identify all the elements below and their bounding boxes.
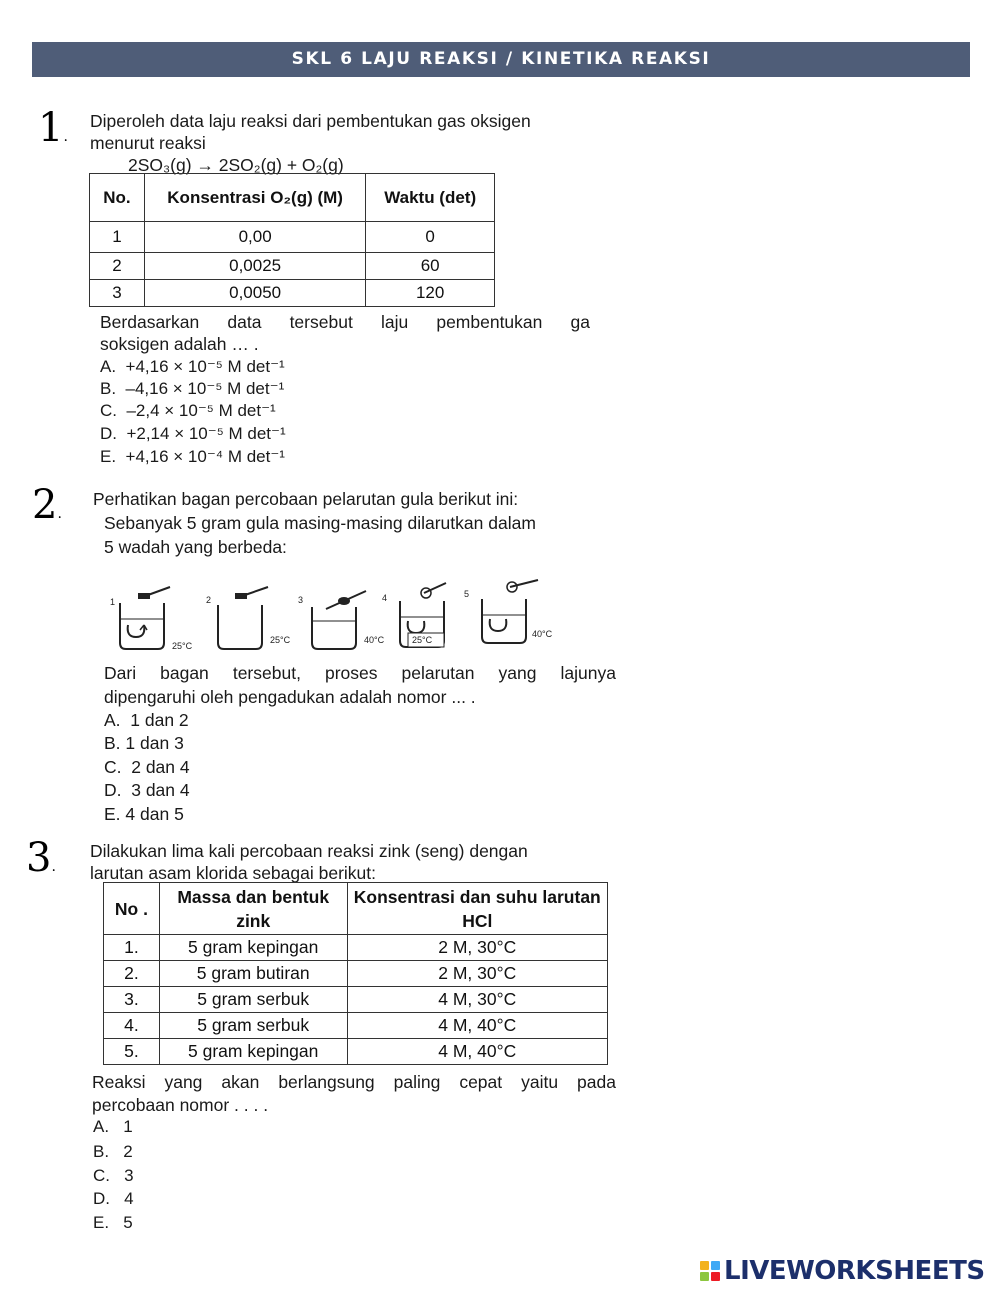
beaker-temp: 40°C	[364, 635, 385, 645]
table-cell: 120	[366, 280, 495, 307]
beaker-label: 3	[298, 595, 304, 605]
table-cell: 3	[90, 280, 145, 307]
beaker-2	[206, 587, 291, 649]
table-cell: 5 gram serbuk	[159, 987, 347, 1013]
q2-line2: Sebanyak 5 gram gula masing-masing dilarutkan dalam	[104, 513, 536, 533]
q1-option-d[interactable]: D. +2,14 × 10⁻⁵ M det⁻¹	[100, 424, 286, 443]
table-cell: 2	[90, 253, 145, 280]
q3-option-b[interactable]: B. 2	[93, 1142, 133, 1161]
q2-question-line2: dipengaruhi oleh pengadukan adalah nomor ... .	[104, 687, 476, 707]
question-2-number: 2.	[32, 482, 62, 528]
page-title: SKL 6 LAJU REAKSI / KINETIKA REAKSI	[291, 49, 711, 69]
table-cell: 5.	[104, 1039, 160, 1065]
table-row	[104, 961, 608, 987]
q2-option-d[interactable]: D. 3 dan 4	[104, 780, 190, 800]
table-cell: 0,00	[144, 222, 365, 253]
brand-mark-icon	[700, 1261, 720, 1281]
table-cell: 4 M, 40°C	[347, 1013, 607, 1039]
q1-th-no: No.	[90, 174, 145, 222]
q2-intro: Perhatikan bagan percobaan pelarutan gula berikut ini:	[93, 489, 519, 509]
q1-equation: 2SO₃(g) → 2SO₂(g) + O₂(g)	[128, 155, 344, 175]
q1-table-header-row	[90, 174, 495, 222]
q1-th-konsentrasi: Konsentrasi O₂(g) (M)	[144, 174, 365, 222]
table-cell: 5 gram kepingan	[159, 935, 347, 961]
q3-intro-line2: larutan asam klorida sebagai berikut:	[90, 863, 376, 883]
beaker-4	[382, 583, 446, 647]
q2-beaker-diagram	[100, 575, 570, 655]
table-row	[90, 222, 495, 253]
table-cell: 1	[90, 222, 145, 253]
table-cell: 0,0025	[144, 253, 365, 280]
q1-option-e[interactable]: E. +4,16 × 10⁻⁴ M det⁻¹	[100, 447, 285, 466]
q3-th-massa: Massa dan bentuk zink	[159, 883, 347, 935]
table-row	[90, 280, 495, 307]
beaker-label: 2	[206, 595, 212, 605]
beaker-temp: 25°C	[172, 641, 193, 651]
table-cell: 5 gram butiran	[159, 961, 347, 987]
q1-th-waktu: Waktu (det)	[366, 174, 495, 222]
table-cell: 4.	[104, 1013, 160, 1039]
q3-intro-line1: Dilakukan lima kali percobaan reaksi zink (seng) dengan	[90, 841, 528, 861]
question-1-number: 1.	[38, 105, 68, 151]
q3-th-konsentrasi: Konsentrasi dan suhu larutan HCl	[347, 883, 607, 935]
q2-option-c[interactable]: C. 2 dan 4	[104, 757, 190, 777]
q3-question-line2: percobaan nomor . . . .	[92, 1095, 269, 1115]
q1-intro-line1: Diperoleh data laju reaksi dari pembentukan gas oksigen	[90, 111, 531, 131]
beaker-temp: 25°C	[412, 635, 433, 645]
q1-option-b[interactable]: B. –4,16 × 10⁻⁵ M det⁻¹	[100, 379, 285, 398]
brand-name: LIVEWORKSHEETS	[724, 1256, 985, 1286]
beaker-label: 5	[464, 589, 470, 599]
q1-option-c[interactable]: C. –2,4 × 10⁻⁵ M det⁻¹	[100, 401, 276, 420]
beaker-label: 4	[382, 593, 388, 603]
beaker-temp: 40°C	[532, 629, 553, 639]
table-cell: 0,0050	[144, 280, 365, 307]
table-cell: 2.	[104, 961, 160, 987]
beaker-5	[464, 580, 553, 643]
table-row	[104, 935, 608, 961]
q3-option-c[interactable]: C. 3	[93, 1166, 134, 1185]
q2-line3: 5 wadah yang berbeda:	[104, 537, 287, 557]
table-cell: 60	[366, 253, 495, 280]
table-cell: 0	[366, 222, 495, 253]
beaker-3	[298, 591, 388, 649]
beaker-temp: 25°C	[270, 635, 291, 645]
table-cell: 1.	[104, 935, 160, 961]
q3-table-header-row	[104, 883, 608, 935]
q3-option-a[interactable]: A. 1	[93, 1117, 133, 1136]
table-cell: 5 gram serbuk	[159, 1013, 347, 1039]
q2-question-line1: Dari bagan tersebut, proses pelarutan yang lajunya	[104, 663, 616, 683]
q1-intro-line2: menurut reaksi	[90, 133, 206, 153]
table-row	[90, 253, 495, 280]
q2-option-a[interactable]: A. 1 dan 2	[104, 710, 189, 730]
question-3-number: 3.	[26, 835, 56, 881]
q1-question-line1: Berdasarkan data tersebut laju pembentukan ga	[100, 312, 590, 332]
table-cell: 2 M, 30°C	[347, 961, 607, 987]
table-row	[104, 987, 608, 1013]
table-row	[104, 1013, 608, 1039]
q1-table	[89, 173, 495, 307]
beaker-label: 1	[110, 597, 116, 607]
q3-option-d[interactable]: D. 4	[93, 1189, 134, 1208]
q3-question-line1: Reaksi yang akan berlangsung paling cepat yaitu pada	[92, 1072, 616, 1092]
q3-th-no: No .	[104, 883, 160, 935]
table-cell: 4 M, 30°C	[347, 987, 607, 1013]
q3-option-e[interactable]: E. 5	[93, 1213, 133, 1232]
q2-option-b[interactable]: B. 1 dan 3	[104, 733, 184, 753]
table-cell: 5 gram kepingan	[159, 1039, 347, 1065]
table-cell: 2 M, 30°C	[347, 935, 607, 961]
q1-option-a[interactable]: A. +4,16 × 10⁻⁵ M det⁻¹	[100, 357, 285, 376]
q3-table	[103, 882, 608, 1065]
q1-question-line2: soksigen adalah … .	[100, 334, 259, 354]
liveworksheets-logo	[700, 1256, 985, 1286]
table-cell: 4 M, 40°C	[347, 1039, 607, 1065]
q2-option-e[interactable]: E. 4 dan 5	[104, 804, 184, 824]
page-header-bar	[32, 42, 970, 77]
beaker-1	[110, 587, 193, 651]
table-row	[104, 1039, 608, 1065]
table-cell: 3.	[104, 987, 160, 1013]
